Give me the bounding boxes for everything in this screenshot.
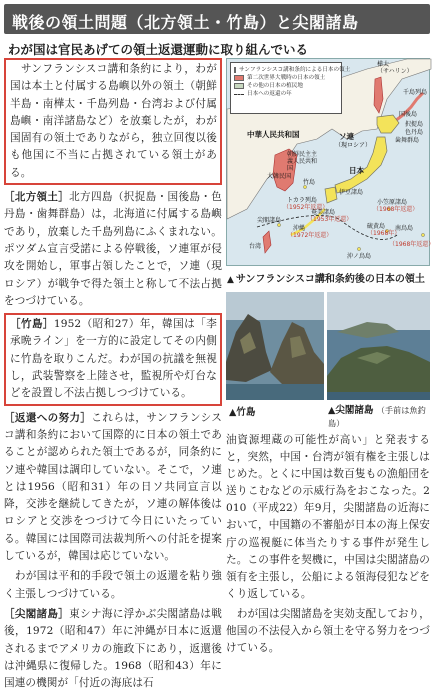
map-label-tokara-year: （1952年返還） xyxy=(283,204,329,211)
map-label-izu: 伊豆諸島 xyxy=(339,189,364,196)
senkaku-text: 東シナ海に浮かぶ尖閣諸島は戦後，1972（昭和47）年に沖縄が日本に返還されるまでアメリカの施政下にあり，返還後は沖縄県に復帰した。1968（昭和43）年に国連の機関が「付近の海底は石 xyxy=(4,607,222,690)
map-label-minamitorishima-year: （1968年返還） xyxy=(389,241,434,248)
senkaku-caption-note: （手前は魚釣島） xyxy=(328,405,426,428)
takeshima-text: 1952（昭和27）年，韓国は「李承晩ライン」を一方的に設定してその内側に竹島を取りこんだ。わが国の抗議を無視し，武装警察を上陸させ，監視所や灯台などを設置し不法占拠しつづけている。 xyxy=(10,318,218,400)
map-label-japan: 日本 xyxy=(349,166,364,175)
kyushu-shape xyxy=(325,187,337,203)
map-label-china: 中華人民共和国 xyxy=(247,130,300,139)
map-label-etorofu: 択捉島 xyxy=(405,121,424,128)
map-caption: ▲ サンフランシスコ講和条約後の日本の領土 xyxy=(227,274,425,285)
hoppo-label: ［北方領土］ xyxy=(4,191,70,204)
map-label-karafuto-note: （サハリン） xyxy=(377,68,413,75)
map-label-ogasawara-year: （1968年返還） xyxy=(373,206,419,213)
legend-swatch-yellow xyxy=(234,67,236,73)
map-label-amami: 奄美諸島 xyxy=(311,209,336,216)
senkaku-photo xyxy=(327,292,430,400)
hoppo-text: 北方四島（択捉島・国後島・色丹島・歯舞群島）は，北海道に付属する島嶼であり，放棄した千島列島にふくまれない。ポツダム宣言受諾による停戦後，ソ連軍が侵攻を開始し，軍事占領したことで，ソ連（現ロシア）が戦争で得た領土と称して不法占拠をつづけている。 xyxy=(4,191,222,307)
okinotorishima-dot xyxy=(357,247,360,250)
caption-triangle-icon: ▲ xyxy=(229,407,237,418)
takeshima-photo-drawing xyxy=(226,292,324,400)
senkaku-paragraph xyxy=(4,606,222,692)
map-label-iwojima: 硫黄島 xyxy=(367,223,386,230)
right-column xyxy=(226,432,430,660)
legend-item-wartime: 第二次世界大戦時の日本の領土 xyxy=(234,74,338,82)
map-label-iwojima-year: （1968年） xyxy=(367,230,401,237)
map-label-ogasawara: 小笠原諸島 xyxy=(377,199,408,206)
map-legend xyxy=(230,62,351,114)
map-label-habomai: 歯舞群島 xyxy=(395,137,420,144)
map-label-karafuto: 樺太 xyxy=(377,61,390,68)
map-label-okinotorishima: 沖ノ鳥島 xyxy=(347,253,372,260)
henkan-paragraph-2: わが国は平和的手段で領土の返還を粘り強く主張しつづけている。 xyxy=(4,570,222,600)
page-subtitle: わが国は官民あげての領土返還運動に取り組んでいる xyxy=(8,42,309,57)
henkan-text: これらは，サンフランシスコ講和条約において国際的に日本の領土であることが認められた領土であるが，同条約にソ連や韓国は調印していない。そこで，ソ連とは1956（昭和31）年の日ソ共同宣言以降，交渉を継続してきたが，ソ連の解体後はロシアと交渉をつづけて今日にいたっている。韓国には国際司法裁判所への付託を提案しているが，韓国は応じていない。 xyxy=(4,411,222,563)
map-label-chishima: 千島列島 xyxy=(403,89,428,96)
minamitorishima-dot xyxy=(421,233,424,236)
taiwan-shape xyxy=(263,231,271,253)
legend-swatch-red xyxy=(234,75,244,81)
legend-swatch-green xyxy=(234,83,244,89)
senkaku-caption: ▲尖閣諸島 （手前は魚釣島） xyxy=(328,405,426,428)
map-label-okinawa-year: （1972年返還） xyxy=(287,232,333,239)
map-label-kunashiri: 国後島 xyxy=(399,111,418,118)
map-label-minamitorishima: 南鳥島 xyxy=(395,225,414,232)
henkan-label: ［返還への努力］ xyxy=(4,411,92,424)
map-label-tokara: トカラ列島 xyxy=(287,197,317,204)
map-label-soviet: ソ連 xyxy=(339,132,354,141)
map-label-taiwan: 台湾 xyxy=(249,243,262,250)
map-label-soviet-note: （現ロシア） xyxy=(335,142,372,149)
takeshima-photo xyxy=(226,292,324,400)
legend-item-colony: その他の日本の植民地 xyxy=(234,82,338,90)
intro-paragraph: サンフランシスコ講和条約により，わが国は本土と付属する島嶼以外の領土（朝鮮半島・南樺太・千島列島・台湾および付属島嶼・南洋諸島など）を放棄したが，わが国固有の領土でありながら，独立回復以後も他国に不当に占拠されている領土がある。 xyxy=(4,58,222,185)
caption-triangle-icon: ▲ xyxy=(227,275,234,285)
legend-item-year: 日本への返還の年 xyxy=(234,90,338,98)
map-label-takeshima: 竹島 xyxy=(303,179,316,186)
right-paragraph-1: 油資源埋蔵の可能性が高い」と発表すると，突然，中国・台湾が領有権を主張しはじめた。とくに中国は数百隻もの漁船団を送りこむなどの示威行為をおこなった。2010（平成22）年9月，尖閣諸島の近海において，中国籍の不審船が日本の海上保安庁の巡視艇に体当たりする事件が発生した。この事件を契機に，中国は尖閣諸島の領有を主張し，公船による領海侵犯などをくり返している。 xyxy=(226,434,430,600)
senkaku-photo-drawing xyxy=(327,292,430,400)
legend-line xyxy=(234,94,244,95)
right-paragraph-2: わが国は尖閣諸島を実効支配しており，他国の不法侵入から領土を守る努力をつづけている。 xyxy=(226,607,430,655)
hokkaido-shape xyxy=(377,115,399,133)
territory-map xyxy=(226,58,434,266)
caption-triangle-icon: ▲ xyxy=(328,405,336,416)
left-column xyxy=(4,58,222,695)
hoppo-paragraph xyxy=(4,189,222,310)
henkan-paragraph xyxy=(4,410,222,566)
map-label-shikotan: 色丹島 xyxy=(405,129,424,136)
takeshima-paragraph xyxy=(4,313,222,405)
page-title: 戦後の領土問題（北方領土・竹島）と尖閣諸島 xyxy=(12,13,359,32)
map-label-nk: 朝鮮民主主義人民共和国 xyxy=(287,151,318,172)
senkaku-label: ［尖閣諸島］ xyxy=(4,607,70,620)
map-label-amami-year: （1953年返還） xyxy=(307,216,353,223)
map-label-okinawa: 沖縄 xyxy=(293,225,306,232)
map-label-korea: 大韓民国 xyxy=(267,173,292,180)
map-label-senkaku: 尖閣諸島 xyxy=(257,217,282,224)
legend-item-japan: サンフランシスコ講和条約による日本の領土 xyxy=(234,66,338,74)
takeshima-caption: ▲竹島 xyxy=(229,407,256,418)
page-header xyxy=(4,4,430,34)
takeshima-label: ［竹島］ xyxy=(10,318,54,331)
